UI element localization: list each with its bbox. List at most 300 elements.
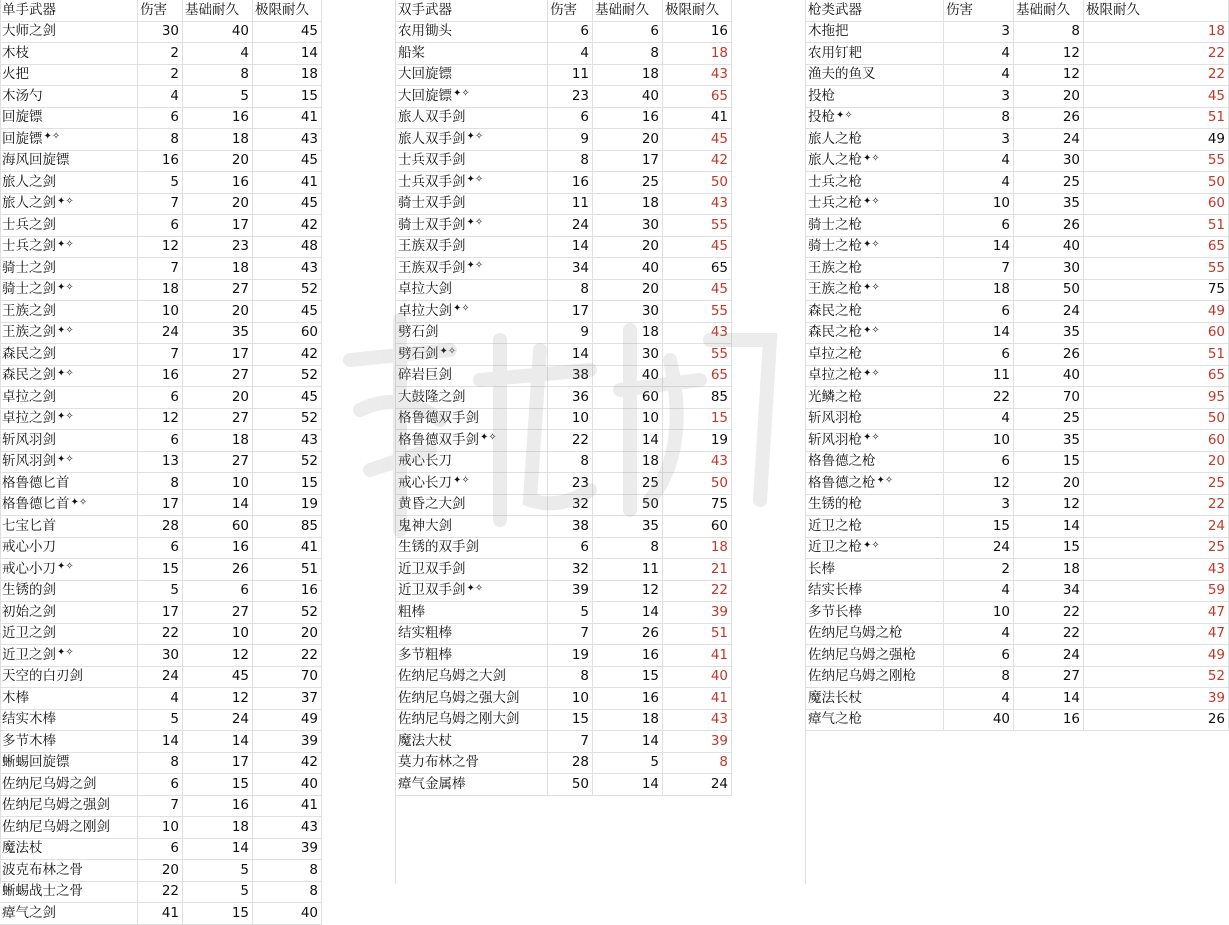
- max-durability-cell[interactable]: 22: [1084, 43, 1229, 65]
- max-durability-cell[interactable]: 52: [253, 280, 322, 302]
- base-durability-cell[interactable]: 16: [183, 538, 253, 560]
- damage-cell[interactable]: 7: [548, 731, 593, 753]
- max-durability-cell[interactable]: 8: [663, 753, 732, 775]
- damage-cell[interactable]: 8: [548, 280, 593, 302]
- max-durability-cell[interactable]: 19: [253, 495, 322, 517]
- weapon-name-cell[interactable]: [396, 581, 548, 603]
- base-durability-cell[interactable]: 18: [183, 258, 253, 280]
- max-durability-cell[interactable]: 41: [663, 645, 732, 667]
- damage-cell[interactable]: 32: [548, 559, 593, 581]
- damage-cell[interactable]: 5: [138, 581, 183, 603]
- weapon-name-cell[interactable]: [396, 151, 548, 173]
- base-durability-cell[interactable]: 14: [1014, 688, 1084, 710]
- max-durability-cell[interactable]: 55: [1084, 151, 1229, 173]
- weapon-name-cell[interactable]: [396, 559, 548, 581]
- max-durability-cell[interactable]: 14: [253, 43, 322, 65]
- damage-cell[interactable]: 38: [548, 366, 593, 388]
- damage-cell[interactable]: 3: [944, 22, 1014, 44]
- base-durability-cell[interactable]: 20: [183, 301, 253, 323]
- weapon-name-cell[interactable]: [396, 538, 548, 560]
- base-durability-cell[interactable]: 18: [593, 65, 663, 87]
- base-durability-cell[interactable]: 16: [183, 172, 253, 194]
- weapon-name-cell[interactable]: [0, 495, 138, 517]
- base-durability-cell[interactable]: 24: [183, 710, 253, 732]
- base-durability-cell[interactable]: 18: [593, 710, 663, 732]
- damage-cell[interactable]: 4: [944, 688, 1014, 710]
- damage-cell[interactable]: 3: [944, 129, 1014, 151]
- damage-cell[interactable]: 2: [138, 65, 183, 87]
- base-durability-cell[interactable]: 12: [183, 688, 253, 710]
- weapon-name-cell[interactable]: [0, 516, 138, 538]
- max-durability-cell[interactable]: 52: [253, 602, 322, 624]
- max-durability-cell[interactable]: 70: [253, 667, 322, 689]
- weapon-name-cell[interactable]: [0, 430, 138, 452]
- weapon-name-cell[interactable]: [0, 452, 138, 474]
- weapon-name-cell[interactable]: [806, 86, 944, 108]
- max-durability-cell[interactable]: 55: [663, 301, 732, 323]
- damage-cell[interactable]: 8: [548, 667, 593, 689]
- damage-cell[interactable]: 4: [944, 43, 1014, 65]
- base-durability-cell[interactable]: 5: [183, 882, 253, 904]
- max-durability-cell[interactable]: 75: [663, 495, 732, 517]
- damage-cell[interactable]: 22: [944, 387, 1014, 409]
- base-durability-cell[interactable]: 25: [593, 172, 663, 194]
- base-durability-cell[interactable]: 14: [593, 731, 663, 753]
- damage-cell[interactable]: 7: [138, 258, 183, 280]
- damage-cell[interactable]: 15: [138, 559, 183, 581]
- base-durability-cell[interactable]: 27: [183, 602, 253, 624]
- base-durability-cell[interactable]: 16: [183, 796, 253, 818]
- weapon-name-cell[interactable]: [806, 258, 944, 280]
- weapon-name-cell[interactable]: [806, 624, 944, 646]
- weapon-name-cell[interactable]: [0, 151, 138, 173]
- max-durability-cell[interactable]: 43: [663, 65, 732, 87]
- damage-cell[interactable]: 6: [944, 215, 1014, 237]
- max-durability-cell[interactable]: 42: [253, 753, 322, 775]
- damage-cell[interactable]: 4: [138, 688, 183, 710]
- base-durability-cell[interactable]: 27: [183, 366, 253, 388]
- damage-cell[interactable]: 24: [138, 323, 183, 345]
- base-durability-cell[interactable]: 14: [593, 430, 663, 452]
- base-durability-cell[interactable]: 15: [183, 903, 253, 925]
- max-durability-cell[interactable]: 39: [253, 839, 322, 861]
- weapon-name-cell[interactable]: [396, 215, 548, 237]
- base-durability-cell[interactable]: 35: [1014, 194, 1084, 216]
- max-durability-cell[interactable]: 59: [1084, 581, 1229, 603]
- base-durability-cell[interactable]: 17: [183, 344, 253, 366]
- damage-cell[interactable]: 15: [944, 516, 1014, 538]
- damage-cell[interactable]: 8: [944, 108, 1014, 130]
- weapon-name-cell[interactable]: [806, 495, 944, 517]
- max-durability-cell[interactable]: 43: [663, 452, 732, 474]
- max-durability-cell[interactable]: 47: [1084, 602, 1229, 624]
- base-durability-cell[interactable]: 60: [183, 516, 253, 538]
- weapon-name-cell[interactable]: [396, 624, 548, 646]
- weapon-name-cell[interactable]: [806, 344, 944, 366]
- weapon-name-cell[interactable]: [396, 172, 548, 194]
- damage-cell[interactable]: 3: [944, 495, 1014, 517]
- max-durability-cell[interactable]: 45: [253, 387, 322, 409]
- base-durability-cell[interactable]: 8: [593, 43, 663, 65]
- weapon-name-cell[interactable]: [0, 538, 138, 560]
- weapon-name-cell[interactable]: [0, 366, 138, 388]
- max-durability-cell[interactable]: 39: [663, 731, 732, 753]
- max-durability-cell[interactable]: 41: [253, 796, 322, 818]
- weapon-name-cell[interactable]: [396, 22, 548, 44]
- damage-cell[interactable]: 4: [944, 624, 1014, 646]
- weapon-name-cell[interactable]: [0, 43, 138, 65]
- damage-cell[interactable]: 6: [138, 215, 183, 237]
- weapon-name-cell[interactable]: [0, 344, 138, 366]
- weapon-name-cell[interactable]: [396, 645, 548, 667]
- max-durability-cell[interactable]: 18: [663, 43, 732, 65]
- damage-cell[interactable]: 6: [138, 108, 183, 130]
- base-durability-cell[interactable]: 40: [593, 86, 663, 108]
- header-damage[interactable]: 伤害: [944, 0, 1014, 22]
- base-durability-cell[interactable]: 12: [593, 581, 663, 603]
- weapon-name-cell[interactable]: [0, 903, 138, 925]
- max-durability-cell[interactable]: 40: [253, 903, 322, 925]
- base-durability-cell[interactable]: 50: [1014, 280, 1084, 302]
- damage-cell[interactable]: 30: [138, 22, 183, 44]
- damage-cell[interactable]: 10: [138, 301, 183, 323]
- base-durability-cell[interactable]: 18: [593, 452, 663, 474]
- base-durability-cell[interactable]: 20: [183, 151, 253, 173]
- weapon-name-cell[interactable]: [806, 151, 944, 173]
- max-durability-cell[interactable]: 18: [253, 65, 322, 87]
- damage-cell[interactable]: 2: [944, 559, 1014, 581]
- damage-cell[interactable]: 19: [548, 645, 593, 667]
- base-durability-cell[interactable]: 14: [593, 774, 663, 796]
- damage-cell[interactable]: 3: [944, 86, 1014, 108]
- base-durability-cell[interactable]: 30: [593, 215, 663, 237]
- max-durability-cell[interactable]: 20: [253, 624, 322, 646]
- max-durability-cell[interactable]: 51: [1084, 344, 1229, 366]
- weapon-name-cell[interactable]: [806, 538, 944, 560]
- damage-cell[interactable]: 41: [138, 903, 183, 925]
- base-durability-cell[interactable]: 18: [183, 430, 253, 452]
- max-durability-cell[interactable]: 45: [663, 237, 732, 259]
- base-durability-cell[interactable]: 23: [183, 237, 253, 259]
- max-durability-cell[interactable]: 25: [1084, 473, 1229, 495]
- base-durability-cell[interactable]: 25: [1014, 409, 1084, 431]
- damage-cell[interactable]: 7: [548, 624, 593, 646]
- weapon-name-cell[interactable]: [0, 323, 138, 345]
- base-durability-cell[interactable]: 15: [183, 774, 253, 796]
- damage-cell[interactable]: 8: [138, 473, 183, 495]
- base-durability-cell[interactable]: 20: [593, 280, 663, 302]
- damage-cell[interactable]: 11: [944, 366, 1014, 388]
- header-weapon-name[interactable]: 双手武器: [396, 0, 548, 22]
- max-durability-cell[interactable]: 50: [663, 473, 732, 495]
- base-durability-cell[interactable]: 8: [593, 538, 663, 560]
- base-durability-cell[interactable]: 18: [1014, 559, 1084, 581]
- base-durability-cell[interactable]: 27: [183, 409, 253, 431]
- max-durability-cell[interactable]: 18: [663, 538, 732, 560]
- header-base-durability[interactable]: 基础耐久: [1014, 0, 1084, 22]
- weapon-name-cell[interactable]: [396, 194, 548, 216]
- max-durability-cell[interactable]: 55: [663, 215, 732, 237]
- max-durability-cell[interactable]: 49: [1084, 645, 1229, 667]
- weapon-name-cell[interactable]: [396, 280, 548, 302]
- max-durability-cell[interactable]: 15: [253, 473, 322, 495]
- damage-cell[interactable]: 24: [548, 215, 593, 237]
- max-durability-cell[interactable]: 49: [1084, 129, 1229, 151]
- max-durability-cell[interactable]: 55: [1084, 258, 1229, 280]
- damage-cell[interactable]: 10: [548, 688, 593, 710]
- base-durability-cell[interactable]: 17: [593, 151, 663, 173]
- base-durability-cell[interactable]: 35: [593, 516, 663, 538]
- max-durability-cell[interactable]: 42: [663, 151, 732, 173]
- base-durability-cell[interactable]: 25: [1014, 172, 1084, 194]
- weapon-name-cell[interactable]: [806, 688, 944, 710]
- max-durability-cell[interactable]: 25: [1084, 538, 1229, 560]
- max-durability-cell[interactable]: 21: [663, 559, 732, 581]
- damage-cell[interactable]: 40: [944, 710, 1014, 732]
- damage-cell[interactable]: 10: [138, 817, 183, 839]
- damage-cell[interactable]: 14: [944, 237, 1014, 259]
- weapon-name-cell[interactable]: [396, 344, 548, 366]
- damage-cell[interactable]: 28: [548, 753, 593, 775]
- base-durability-cell[interactable]: 5: [183, 86, 253, 108]
- weapon-name-cell[interactable]: [0, 172, 138, 194]
- damage-cell[interactable]: 11: [548, 65, 593, 87]
- base-durability-cell[interactable]: 18: [593, 323, 663, 345]
- max-durability-cell[interactable]: 65: [1084, 237, 1229, 259]
- max-durability-cell[interactable]: 39: [253, 731, 322, 753]
- damage-cell[interactable]: 10: [548, 409, 593, 431]
- weapon-name-cell[interactable]: [806, 710, 944, 732]
- max-durability-cell[interactable]: 22: [1084, 65, 1229, 87]
- base-durability-cell[interactable]: 15: [593, 667, 663, 689]
- weapon-name-cell[interactable]: [0, 22, 138, 44]
- base-durability-cell[interactable]: 12: [1014, 495, 1084, 517]
- damage-cell[interactable]: 30: [138, 645, 183, 667]
- base-durability-cell[interactable]: 18: [593, 194, 663, 216]
- base-durability-cell[interactable]: 20: [593, 129, 663, 151]
- max-durability-cell[interactable]: 24: [1084, 516, 1229, 538]
- damage-cell[interactable]: 23: [548, 86, 593, 108]
- weapon-name-cell[interactable]: [396, 495, 548, 517]
- damage-cell[interactable]: 8: [944, 667, 1014, 689]
- weapon-name-cell[interactable]: [396, 43, 548, 65]
- base-durability-cell[interactable]: 18: [183, 817, 253, 839]
- damage-cell[interactable]: 17: [548, 301, 593, 323]
- max-durability-cell[interactable]: 16: [663, 22, 732, 44]
- damage-cell[interactable]: 8: [138, 129, 183, 151]
- base-durability-cell[interactable]: 10: [183, 624, 253, 646]
- weapon-name-cell[interactable]: [0, 215, 138, 237]
- max-durability-cell[interactable]: 60: [253, 323, 322, 345]
- max-durability-cell[interactable]: 47: [1084, 624, 1229, 646]
- damage-cell[interactable]: 6: [944, 344, 1014, 366]
- damage-cell[interactable]: 38: [548, 516, 593, 538]
- weapon-name-cell[interactable]: [396, 366, 548, 388]
- base-durability-cell[interactable]: 45: [183, 667, 253, 689]
- max-durability-cell[interactable]: 75: [1084, 280, 1229, 302]
- damage-cell[interactable]: 14: [548, 344, 593, 366]
- base-durability-cell[interactable]: 60: [593, 387, 663, 409]
- weapon-name-cell[interactable]: [806, 194, 944, 216]
- weapon-name-cell[interactable]: [806, 473, 944, 495]
- base-durability-cell[interactable]: 24: [1014, 645, 1084, 667]
- damage-cell[interactable]: 24: [944, 538, 1014, 560]
- weapon-name-cell[interactable]: [0, 65, 138, 87]
- weapon-name-cell[interactable]: [806, 43, 944, 65]
- max-durability-cell[interactable]: 60: [1084, 430, 1229, 452]
- damage-cell[interactable]: 4: [138, 86, 183, 108]
- weapon-name-cell[interactable]: [806, 323, 944, 345]
- base-durability-cell[interactable]: 10: [183, 473, 253, 495]
- max-durability-cell[interactable]: 60: [663, 516, 732, 538]
- damage-cell[interactable]: 24: [138, 667, 183, 689]
- damage-cell[interactable]: 5: [548, 602, 593, 624]
- max-durability-cell[interactable]: 95: [1084, 387, 1229, 409]
- weapon-name-cell[interactable]: [396, 258, 548, 280]
- max-durability-cell[interactable]: 39: [663, 602, 732, 624]
- header-max-durability[interactable]: 极限耐久: [1084, 0, 1229, 22]
- weapon-name-cell[interactable]: [806, 645, 944, 667]
- max-durability-cell[interactable]: 50: [1084, 409, 1229, 431]
- max-durability-cell[interactable]: 43: [253, 817, 322, 839]
- damage-cell[interactable]: 6: [138, 839, 183, 861]
- header-weapon-name[interactable]: 枪类武器: [806, 0, 944, 22]
- base-durability-cell[interactable]: 40: [183, 22, 253, 44]
- max-durability-cell[interactable]: 52: [253, 452, 322, 474]
- damage-cell[interactable]: 28: [138, 516, 183, 538]
- damage-cell[interactable]: 22: [548, 430, 593, 452]
- max-durability-cell[interactable]: 41: [663, 688, 732, 710]
- base-durability-cell[interactable]: 26: [1014, 108, 1084, 130]
- base-durability-cell[interactable]: 35: [183, 323, 253, 345]
- max-durability-cell[interactable]: 43: [663, 323, 732, 345]
- weapon-name-cell[interactable]: [806, 409, 944, 431]
- base-durability-cell[interactable]: 27: [183, 280, 253, 302]
- max-durability-cell[interactable]: 43: [253, 430, 322, 452]
- base-durability-cell[interactable]: 16: [183, 108, 253, 130]
- base-durability-cell[interactable]: 40: [1014, 366, 1084, 388]
- weapon-name-cell[interactable]: [806, 559, 944, 581]
- max-durability-cell[interactable]: 43: [1084, 559, 1229, 581]
- base-durability-cell[interactable]: 35: [1014, 323, 1084, 345]
- max-durability-cell[interactable]: 37: [253, 688, 322, 710]
- weapon-name-cell[interactable]: [396, 688, 548, 710]
- max-durability-cell[interactable]: 43: [253, 258, 322, 280]
- weapon-name-cell[interactable]: [396, 710, 548, 732]
- weapon-name-cell[interactable]: [0, 688, 138, 710]
- max-durability-cell[interactable]: 41: [663, 108, 732, 130]
- header-max-durability[interactable]: 极限耐久: [663, 0, 732, 22]
- base-durability-cell[interactable]: 16: [593, 645, 663, 667]
- max-durability-cell[interactable]: 45: [253, 194, 322, 216]
- damage-cell[interactable]: 14: [548, 237, 593, 259]
- damage-cell[interactable]: 17: [138, 602, 183, 624]
- max-durability-cell[interactable]: 41: [253, 108, 322, 130]
- damage-cell[interactable]: 22: [138, 624, 183, 646]
- base-durability-cell[interactable]: 14: [1014, 516, 1084, 538]
- base-durability-cell[interactable]: 17: [183, 753, 253, 775]
- weapon-name-cell[interactable]: [396, 753, 548, 775]
- weapon-name-cell[interactable]: [0, 796, 138, 818]
- max-durability-cell[interactable]: 85: [253, 516, 322, 538]
- damage-cell[interactable]: 7: [944, 258, 1014, 280]
- base-durability-cell[interactable]: 5: [183, 860, 253, 882]
- base-durability-cell[interactable]: 70: [1014, 387, 1084, 409]
- max-durability-cell[interactable]: 48: [253, 237, 322, 259]
- max-durability-cell[interactable]: 49: [1084, 301, 1229, 323]
- base-durability-cell[interactable]: 25: [593, 473, 663, 495]
- base-durability-cell[interactable]: 20: [593, 237, 663, 259]
- damage-cell[interactable]: 7: [138, 344, 183, 366]
- damage-cell[interactable]: 20: [138, 860, 183, 882]
- damage-cell[interactable]: 12: [944, 473, 1014, 495]
- max-durability-cell[interactable]: 50: [663, 172, 732, 194]
- max-durability-cell[interactable]: 8: [253, 882, 322, 904]
- weapon-name-cell[interactable]: [396, 237, 548, 259]
- weapon-name-cell[interactable]: [396, 387, 548, 409]
- weapon-name-cell[interactable]: [806, 108, 944, 130]
- base-durability-cell[interactable]: 16: [593, 688, 663, 710]
- max-durability-cell[interactable]: 52: [253, 366, 322, 388]
- weapon-name-cell[interactable]: [396, 452, 548, 474]
- weapon-name-cell[interactable]: [0, 301, 138, 323]
- base-durability-cell[interactable]: 24: [1014, 129, 1084, 151]
- base-durability-cell[interactable]: 20: [183, 194, 253, 216]
- max-durability-cell[interactable]: 45: [663, 280, 732, 302]
- damage-cell[interactable]: 6: [548, 108, 593, 130]
- max-durability-cell[interactable]: 39: [1084, 688, 1229, 710]
- damage-cell[interactable]: 6: [138, 430, 183, 452]
- weapon-name-cell[interactable]: [806, 366, 944, 388]
- weapon-name-cell[interactable]: [0, 280, 138, 302]
- base-durability-cell[interactable]: 26: [1014, 344, 1084, 366]
- base-durability-cell[interactable]: 40: [593, 258, 663, 280]
- max-durability-cell[interactable]: 18: [1084, 22, 1229, 44]
- header-max-durability[interactable]: 极限耐久: [253, 0, 322, 22]
- base-durability-cell[interactable]: 15: [1014, 452, 1084, 474]
- base-durability-cell[interactable]: 27: [183, 452, 253, 474]
- damage-cell[interactable]: 32: [548, 495, 593, 517]
- damage-cell[interactable]: 50: [548, 774, 593, 796]
- damage-cell[interactable]: 16: [548, 172, 593, 194]
- base-durability-cell[interactable]: 16: [593, 108, 663, 130]
- damage-cell[interactable]: 4: [944, 581, 1014, 603]
- max-durability-cell[interactable]: 65: [663, 86, 732, 108]
- damage-cell[interactable]: 10: [944, 602, 1014, 624]
- weapon-name-cell[interactable]: [396, 731, 548, 753]
- max-durability-cell[interactable]: 15: [253, 86, 322, 108]
- damage-cell[interactable]: 11: [548, 194, 593, 216]
- header-damage[interactable]: 伤害: [138, 0, 183, 22]
- weapon-name-cell[interactable]: [0, 731, 138, 753]
- weapon-name-cell[interactable]: [396, 301, 548, 323]
- weapon-name-cell[interactable]: [806, 172, 944, 194]
- max-durability-cell[interactable]: 16: [253, 581, 322, 603]
- damage-cell[interactable]: 5: [138, 710, 183, 732]
- damage-cell[interactable]: 6: [138, 538, 183, 560]
- max-durability-cell[interactable]: 41: [253, 538, 322, 560]
- header-base-durability[interactable]: 基础耐久: [593, 0, 663, 22]
- weapon-name-cell[interactable]: [396, 473, 548, 495]
- header-weapon-name[interactable]: 单手武器: [0, 0, 138, 22]
- max-durability-cell[interactable]: 60: [1084, 323, 1229, 345]
- max-durability-cell[interactable]: 43: [663, 194, 732, 216]
- base-durability-cell[interactable]: 16: [1014, 710, 1084, 732]
- max-durability-cell[interactable]: 26: [1084, 710, 1229, 732]
- base-durability-cell[interactable]: 8: [1014, 22, 1084, 44]
- damage-cell[interactable]: 7: [138, 194, 183, 216]
- weapon-name-cell[interactable]: [0, 387, 138, 409]
